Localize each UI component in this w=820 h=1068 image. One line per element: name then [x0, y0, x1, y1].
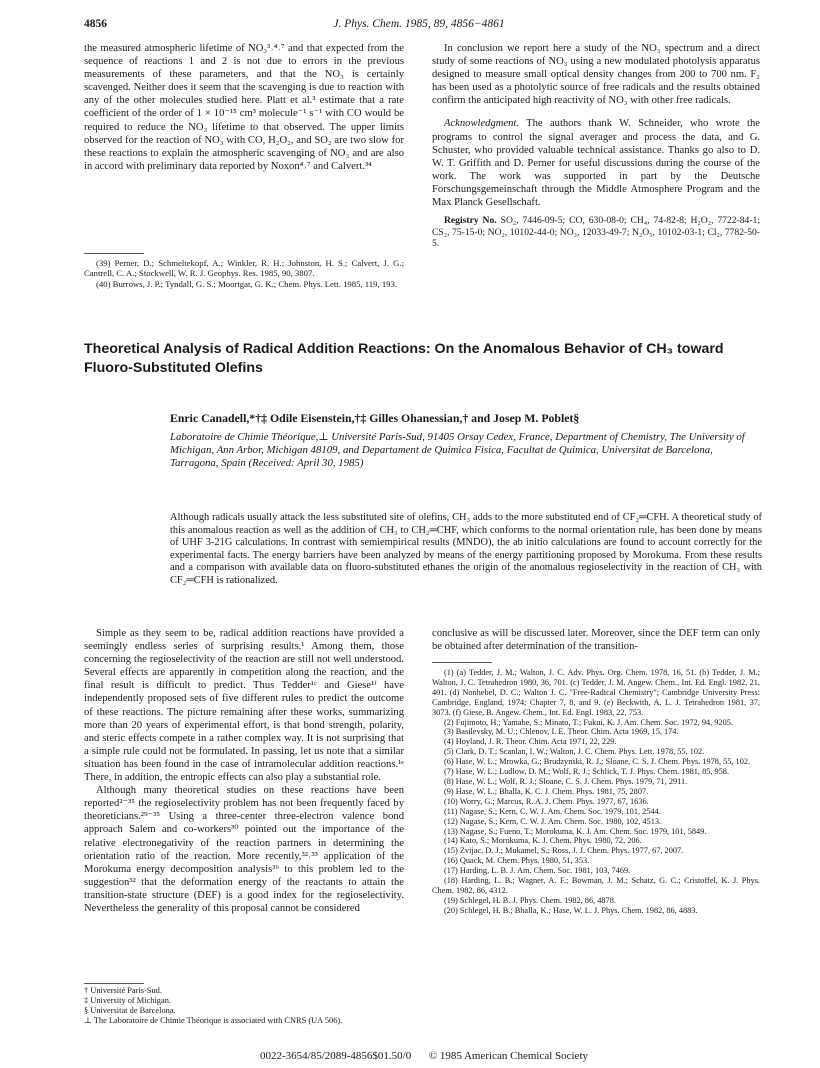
- issn-code: 0022-3654/85/2089-4856$01.50/0: [259, 1050, 412, 1062]
- running-header: [84, 18, 754, 34]
- body-left-column: [84, 627, 404, 915]
- reference-item: (3) Basilevsky, M. U.; Chlenov, I. E. Theor. Chim. Acta 1969, 15, 174.: [444, 727, 679, 737]
- reference-item: (18) Harding, L. B.; Wagner, A. F.; Bowman, J. M.; Schatz, G. C.; Cristoffel, K. J. Phys. Chem. 1982, 86, 4312.: [432, 876, 760, 895]
- footnote-item: † Université Paris-Sud.: [84, 986, 162, 995]
- body-paragraph: Simple as they seem to be, radical addition reactions have provided a seemingly endless series of surprising results.¹ Among them, those concerning the regioselectivity of the reaction are still not well understood. Several effects are apparently in competition along the reaction, and the final result is difficult to predict. Thus Tedder¹ᶜ and Giese¹ᶠ have independently proposed sets of five different rules to predict the outcome of these reactions. The picture remaining after these works, summarizing more than 20 years of experimental effort, is that bond strength, polarity, and steric effects compete in a rather complex way. It is not surprising that a simple rule could not be formulated. In passing, let us note that a similar situation has been found in the case of intramolecular addition reactions.¹ᵉ There, in addition, the entropic effects can also play a substantial role.: [84, 628, 404, 784]
- reference-item: (7) Hase, W. L.; Ludlow, D. M.; Wolf, R. J.; Schlick, T. J. Phys. Chem. 1981, 85, 958.: [444, 767, 730, 777]
- page-footer: [84, 1050, 764, 1062]
- page-number: 4856: [84, 18, 107, 30]
- prev-article-references: [84, 258, 404, 289]
- journal-citation: J. Phys. Chem. 1985, 89, 4856−4861: [333, 18, 505, 30]
- reference-item: (2) Fujimoto, H.; Yamabe, S.; Minato, T.; Fukui, K. J. Am. Chem. Soc. 1972, 94, 9205.: [444, 717, 733, 727]
- acknowledgment-paragraph: [432, 117, 760, 209]
- acknowledgment-text: The authors thank W. Schneider, who wrote the programs to control the signal averager and process the data, and G. Schuster, who provided valuable technical assistance. Thanks go also to D. W. T. Griffith and D. Perner for useful discussions during the course of the work. The work was supported in part by the Deutsche Forschungsgemeinschaft through the Middle Atmosphere Program and the Max Planck Gesellschaft.: [432, 118, 760, 209]
- copyright-notice: © 1985 American Chemical Society: [428, 1050, 588, 1062]
- reference-item: (15) Zvijac, D. J.; Mukamel, S.; Ross, J. J. Chem. Phys. 1977, 67, 2007.: [444, 846, 684, 856]
- article-authors: Enric Canadell,*†‡ Odile Eisenstein,†‡ Gilles Ohanessian,† and Josep M. Poblet§: [170, 411, 580, 425]
- registry-paragraph: [432, 215, 760, 250]
- reference-item: (40) Burrows, J. P.; Tyndall, G. S.; Moortgat, G. K.; Chem. Phys. Lett. 1985, 119, 193.: [96, 278, 398, 289]
- prev-article-left-column: [84, 42, 404, 173]
- reference-item: (20) Schlegel, H. B.; Bhalla, K.; Hase, W. L. J. Phys. Chem. 1982, 86, 4883.: [444, 905, 698, 915]
- reference-item: (1) (a) Tedder, J. M.; Walton, J. C. Adv. Phys. Org. Chem. 1978, 16, 51. (b) Tedder, J. M.; Walton, J. C. Tetrahedron 1980, 36, 701. (c) Tedder, J. M. Angew. Chem., Int. Ed. Engl. 1982, 21, 401. (d) Nonhebel, D. C.; Walton J. C. "Free-Radical Chemistry"; Cambridge University Press: Cambridge, England, 1974; Chapter 7, 8, and 9. (e) Beckwith, A. L. J. Tetrahedron 1981, 37, 3073. (f) Giese, B. Angew. Chem., Int. Ed. Engl. 1983, 22, 753.: [432, 668, 760, 717]
- reference-item: (17) Harding, L. B. J. Am. Chem. Soc. 1981, 103, 7469.: [444, 866, 631, 876]
- reference-item: (6) Hase, W. L.; Mrowka, G.; Brudzynski, R. J.; Sloane, C. S. J. Chem. Phys. 1978, 55, 102.: [444, 757, 751, 767]
- article-references: [432, 668, 760, 916]
- prev-article-text: the measured atmospheric lifetime of NO₃³˒⁴˒⁷ and that expected from the sequence of reactions 1 and 2 is not due to errors in the previous measurements of these parameters, and that the NO₃ is certainly scavenged. Neither does it seem that the scavenging is due to reaction with any of the other molecules studied here. Platt et al.³ estimate that a rate coefficient of the order of 1 × 10⁻¹⁵ cm³ molecule⁻¹ s⁻¹ with CO would be required to reduce the NO₃ lifetime to that observed. The upper limits observed for the reaction of NO₃ with CO, H₂O₂, and SO₂ are two slow for these reactions to explain the atmospheric scavenging of NO₃ and are also in accord with preliminary data reported by Noxon⁴˒⁷ and Calvert.³⁴: [84, 43, 404, 172]
- reference-item: (8) Hase, W. L.; Wolf, R. J.; Sloane, C. S. J. Chem. Phys. 1979, 71, 2911.: [444, 776, 688, 786]
- article-affiliation: Laboratoire de Chimie Théorique,⊥ Université Paris-Sud, 91405 Orsay Cedex, France, Department of Chemistry, The University of Michigan, Ann Arbor, Michigan 48109, and Departament de Quimica Fisica, Facultat de Quimica, Universitat de Barcelona, Tarragona, Spain (Received: April 30, 1985): [170, 431, 745, 469]
- reference-item: (39) Perner, D.; Schmeltekopf, A.; Winkler, R. H.; Johnston, H. S.; Calvert, J. G.; Cantrell, C. A.; Stockwell, W. R. J. Geophys. Res. 1985, 90, 3807.: [84, 258, 404, 279]
- affiliation-footnotes: [84, 986, 404, 1026]
- footnote-item: § Universitat de Barcelona.: [84, 1006, 176, 1015]
- article-title: Theoretical Analysis of Radical Addition Reactions: On the Anomalous Behavior of CH₃ toward Fluoro-Substituted Olefins: [84, 341, 724, 376]
- body-paragraph: Although many theoretical studies on these reactions have been reported²⁻³⁵ the regioselectivity problem has not been frequently faced by theoreticians.²⁹⁻³⁵ Using a three-center three-electron valence bond approach Salem and co-workers³⁰ pointed out the importance of the relative electronegativity of the reaction partners in determining the orientation ratio of the reaction. More recently,³²˒³³ application of the Morokuma energy decomposition analysis³⁶ to this problem led to the suggestion³² that the deformation energy of the reactants to attain the transition-state structure (DEF) is a good index for the regioselectivity. Nevertheless the generality of this proposal cannot be considered: [84, 785, 404, 914]
- reference-item: (12) Nagase, S.; Kern, C. W. J. Am. Chem. Soc. 1980, 102, 4513.: [444, 816, 662, 826]
- reference-item: (19) Schlegel, H. B. J. Phys. Chem. 1982, 86, 4878.: [444, 895, 616, 905]
- reference-item: (13) Nagase, S.; Fueno, T.; Morokuma, K. J. Am. Chem. Soc. 1979, 101, 5849.: [444, 826, 707, 836]
- acknowledgment-label: Acknowledgment.: [444, 118, 520, 130]
- registry-text: SO₂, 7446-09-5; CO, 630-08-0; CH₄, 74-82-8; H₂O₂, 7722-84-1; CS₂, 75-15-0; NO₂, 10102-44-0; NO₃, 12033-49-7; N₂O₅, 10102-03-1; Cl₂, 7782-50-5.: [432, 215, 761, 250]
- footnote-item: ⊥ The Laboratoire de Chimie Théorique is associated with CNRS (UA 506).: [84, 1016, 343, 1025]
- body-right-column: [432, 627, 760, 653]
- reference-item: (10) Worry, G.; Marcus, R. A. J. Chem. Phys. 1977, 67, 1636.: [444, 796, 649, 806]
- article-abstract: Although radicals usually attack the less substituted site of olefins, CH₃ adds to the more substituted end of CF₂═CFH. A theoretical study of this anomalous reaction as well as the addition of CH₃ to CH₂═CHF, which conforms to the normal orientation rule, has been done by means of UHF 3-21G calculations. In contrast with semiempirical results (MNDO), the ab initio calculations are found to account correctly for the experimental facts. The energy barriers have been analyzed by means of the energy partitioning proposed by Morokuma. From these results and a comparison with available data on fluoro-substituted ethanes the origin of the anomalous regioselectivity in the reaction of CH₃ with CF₂═CFH is rationalized.: [170, 512, 762, 586]
- reference-item: (14) Kato, S.; Morokuma, K. J. Chem. Phys. 1980, 72, 206.: [444, 836, 642, 846]
- references-divider: [432, 662, 492, 663]
- body-paragraph: conclusive as will be discussed later. Moreover, since the DEF term can only be obtained after determination of the transition-: [432, 628, 760, 653]
- footnote-item: ‡ University of Michigan.: [84, 996, 171, 1005]
- footnote-divider: [84, 983, 144, 984]
- prev-article-right-column: [432, 42, 760, 250]
- reference-item: (16) Quack, M. Chem. Phys. 1980, 51, 353.: [444, 856, 590, 866]
- conclusion-paragraph: In conclusion we report here a study of the NO₃ spectrum and a direct study of some reactions of NO₃ using a new modulated photolysis apparatus designed to measure small optical density changes from 200 to 700 nm. F₂ has been used as a photolytic source of free radicals and the results obtained confirm the anticipated high reactivity of NO₃ with other free radicals.: [432, 43, 760, 107]
- registry-label: Registry No.: [444, 215, 497, 227]
- reference-item: (11) Nagase, S.; Kern, C. W. J. Am. Chem. Soc. 1979, 101, 2544.: [444, 806, 661, 816]
- reference-item: (9) Hase, W. L.; Bhalla, K. C. J. Chem. Phys. 1981, 75, 2807.: [444, 786, 649, 796]
- footnote-divider: [84, 253, 144, 254]
- reference-item: (4) Hoyland, J. R. Theor. Chim. Acta 1971, 22, 229.: [444, 737, 617, 747]
- reference-item: (5) Clark, D. T.; Scanlan, I. W.; Walton, J. C. Chem. Phys. Lett. 1978, 55, 102.: [444, 747, 705, 757]
